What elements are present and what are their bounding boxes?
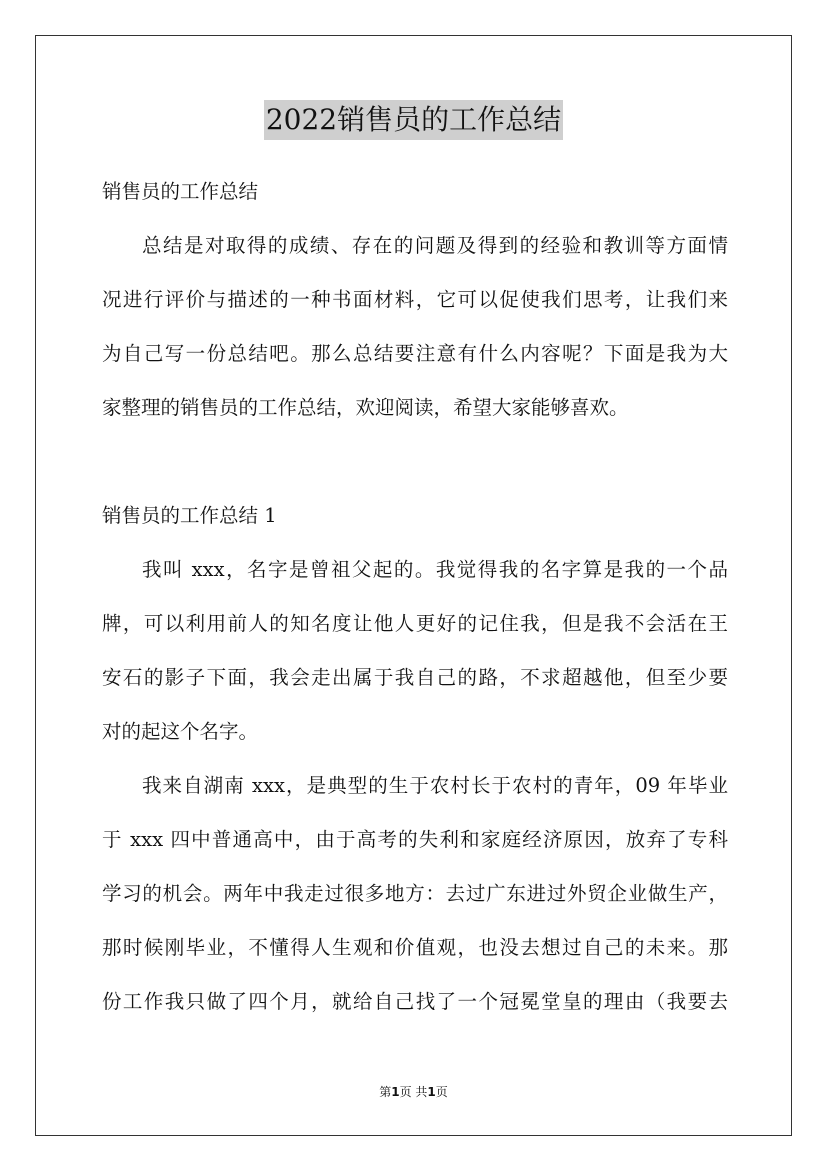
footer-page-mid: 页 共 (399, 1085, 428, 1099)
text-line: 牌，可以利用前人的知名度让他人更好的记住我，但是我不会活在王 (102, 612, 728, 635)
section-heading: 销售员的工作总结 (102, 180, 259, 203)
footer-page-suffix: 页 (435, 1085, 448, 1099)
text-line: 家整理的销售员的工作总结，欢迎阅读，希望大家能够喜欢。 (102, 396, 629, 419)
section-heading: 销售员的工作总结 1 (102, 504, 277, 527)
text-line: 况进行评价与描述的一种书面材料，它可以促使我们思考，让我们来 (102, 288, 728, 311)
text-line: 于 xxx 四中普通高中，由于高考的失利和家庭经济原因，放弃了专科 (102, 828, 728, 851)
text-line: 份工作我只做了四个月，就给自己找了一个冠冕堂皇的理由（我要去 (102, 990, 728, 1013)
text-line: 总结是对取得的成绩、存在的问题及得到的经验和教训等方面情 (142, 234, 728, 257)
footer-page-total: 1 (427, 1085, 436, 1099)
text-line: 我来自湖南 xxx，是典型的生于农村长于农村的青年，09 年毕业 (142, 774, 728, 797)
text-line: 为自己写一份总结吧。那么总结要注意有什么内容呢？下面是我为大 (102, 342, 728, 365)
title-wrap (0, 100, 827, 140)
footer-page-prefix: 第 (379, 1085, 392, 1099)
text-line: 那时候刚毕业，不懂得人生观和价值观，也没去想过自己的未来。那 (102, 936, 728, 959)
text-line: 对的起这个名字。 (102, 720, 259, 743)
document-body (102, 172, 728, 1036)
text-line: 安石的影子下面，我会走出属于我自己的路，不求超越他，但至少要 (102, 666, 728, 689)
text-line: 学习的机会。两年中我走过很多地方：去过广东进过外贸企业做生产， (102, 882, 728, 905)
document-title: 2022销售员的工作总结 (264, 100, 563, 140)
page-footer (0, 1084, 827, 1100)
text-line: 我叫 xxx，名字是曾祖父起的。我觉得我的名字算是我的一个品 (142, 558, 728, 581)
paragraph-gap (102, 442, 728, 496)
footer-page-number: 1 (391, 1085, 400, 1099)
